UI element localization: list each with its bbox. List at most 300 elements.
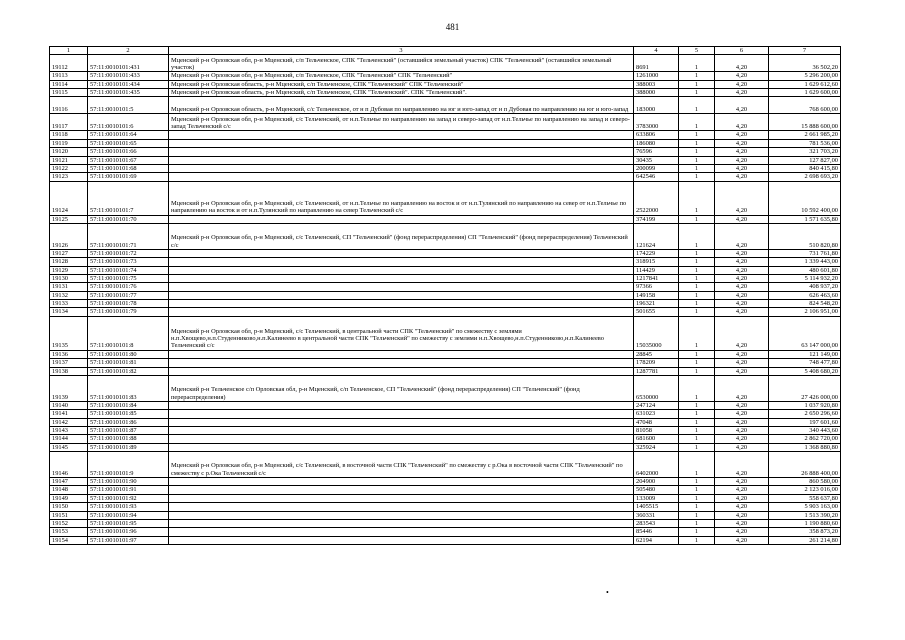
location-description — [169, 308, 634, 316]
cadastral-number: 57:11:0010101:93 — [88, 503, 169, 511]
table-row — [50, 300, 841, 308]
table-row — [50, 528, 841, 536]
cadastral-number: 57:11:0010101:6 — [88, 114, 169, 131]
row-number: 19147 — [50, 478, 88, 486]
table-row — [50, 258, 841, 266]
rate-value: 4,20 — [715, 55, 769, 72]
rate-value: 4,20 — [715, 452, 769, 478]
area-value: 30435 — [634, 156, 679, 164]
cadastral-number: 57:11:0010101:84 — [88, 401, 169, 409]
cadastral-number: 57:11:0010101:94 — [88, 511, 169, 519]
rate-value: 4,20 — [715, 223, 769, 249]
rate-value: 4,20 — [715, 249, 769, 257]
cadastral-value: 1 629 600,00 — [769, 89, 841, 97]
cadastral-number: 57:11:0010101:431 — [88, 55, 169, 72]
rate-value: 4,20 — [715, 350, 769, 358]
location-description — [169, 478, 634, 486]
cadastral-value: 127 827,00 — [769, 156, 841, 164]
area-value: 505480 — [634, 486, 679, 494]
cadastral-value: 1 339 443,00 — [769, 258, 841, 266]
cadastral-value: 2 650 296,60 — [769, 410, 841, 418]
cadastral-number: 57:11:0010101:75 — [88, 275, 169, 283]
table-row — [50, 275, 841, 283]
location-description — [169, 536, 634, 544]
header-col-1: 1 — [50, 47, 88, 55]
table-row — [50, 435, 841, 443]
row-number: 19117 — [50, 114, 88, 131]
cadastral-value: 1 190 880,60 — [769, 519, 841, 527]
cadastral-number: 57:11:0010101:76 — [88, 283, 169, 291]
area-value: 325924 — [634, 443, 679, 451]
row-number: 19153 — [50, 528, 88, 536]
row-number: 19123 — [50, 173, 88, 181]
coefficient: 1 — [679, 275, 715, 283]
cadastral-value: 510 820,80 — [769, 223, 841, 249]
location-description — [169, 443, 634, 451]
cadastral-value: 2 698 693,20 — [769, 173, 841, 181]
rate-value: 4,20 — [715, 156, 769, 164]
coefficient: 1 — [679, 173, 715, 181]
rate-value: 4,20 — [715, 275, 769, 283]
location-description: Мценский р-н Орловская обл, р-н Мценский, с/с Тельченский, в восточной части СПК "Тельченский" по смежеству с р.Ока в восточной части СПК "Тельченский" по смежеству с р.Ока Тельченский с/с — [169, 452, 634, 478]
row-number: 19137 — [50, 359, 88, 367]
coefficient: 1 — [679, 80, 715, 88]
location-description — [169, 519, 634, 527]
row-number: 19134 — [50, 308, 88, 316]
row-number: 19148 — [50, 486, 88, 494]
cadastral-number: 57:11:0010101:85 — [88, 410, 169, 418]
coefficient: 1 — [679, 181, 715, 215]
table-row — [50, 283, 841, 291]
coefficient: 1 — [679, 410, 715, 418]
row-number: 19130 — [50, 275, 88, 283]
area-value: 318915 — [634, 258, 679, 266]
cadastral-number: 57:11:0010101:88 — [88, 435, 169, 443]
coefficient: 1 — [679, 375, 715, 401]
row-number: 19121 — [50, 156, 88, 164]
location-description — [169, 511, 634, 519]
location-description — [169, 156, 634, 164]
coefficient: 1 — [679, 131, 715, 139]
cadastral-value: 1 513 390,20 — [769, 511, 841, 519]
coefficient: 1 — [679, 89, 715, 97]
area-value: 149158 — [634, 291, 679, 299]
row-number: 19115 — [50, 89, 88, 97]
location-description: Мценский р-н Тельченское с/п Орловская обл, р-н Мценский, с/п Тельченское, СП "Тельченский" (фонд перераспределения) СП "Тельченский" (фонд перераспределения) — [169, 375, 634, 401]
area-value: 200099 — [634, 164, 679, 172]
coefficient: 1 — [679, 55, 715, 72]
page-number: 481 — [445, 22, 460, 32]
cadastral-value: 121 149,00 — [769, 350, 841, 358]
coefficient: 1 — [679, 426, 715, 434]
cadastral-value: 5 903 163,00 — [769, 503, 841, 511]
area-value: 174229 — [634, 249, 679, 257]
coefficient: 1 — [679, 478, 715, 486]
area-value: 1217841 — [634, 275, 679, 283]
cadastral-value: 626 463,60 — [769, 291, 841, 299]
area-value: 81058 — [634, 426, 679, 434]
row-number: 19114 — [50, 80, 88, 88]
rate-value: 4,20 — [715, 519, 769, 527]
coefficient: 1 — [679, 291, 715, 299]
row-number: 19135 — [50, 316, 88, 350]
location-description — [169, 215, 634, 223]
rate-value: 4,20 — [715, 164, 769, 172]
coefficient: 1 — [679, 519, 715, 527]
row-number: 19112 — [50, 55, 88, 72]
cadastral-value: 5 114 932,20 — [769, 275, 841, 283]
row-number: 19154 — [50, 536, 88, 544]
location-description — [169, 148, 634, 156]
cadastral-number: 57:11:0010101:92 — [88, 494, 169, 502]
table-row — [50, 316, 841, 350]
table-row — [50, 55, 841, 72]
rate-value: 4,20 — [715, 215, 769, 223]
cadastral-value: 2 106 951,00 — [769, 308, 841, 316]
coefficient: 1 — [679, 511, 715, 519]
cadastral-number: 57:11:0010101:89 — [88, 443, 169, 451]
location-description: Мценский р-н Орловская обл, р-н Мценский, с/п Тельченское, СПК "Тельченский" (оставшийся земельный участок) СПК "Тельченский" (оставшийся земельный участок) — [169, 55, 634, 72]
area-value: 1261000 — [634, 72, 679, 80]
row-number: 19144 — [50, 435, 88, 443]
area-value: 186080 — [634, 139, 679, 147]
rate-value: 4,20 — [715, 89, 769, 97]
area-value: 62194 — [634, 536, 679, 544]
table-row — [50, 173, 841, 181]
coefficient: 1 — [679, 300, 715, 308]
area-value: 178209 — [634, 359, 679, 367]
location-description: Мценский р-н Орловская обл, р-н Мценский, с/с Тельченский, от н.п.Тельчье по направлению на восток и от н.п.Тулянский по направлению на север от н.п.Тельчье по направлению на восток и от н.п.Тулянский по направлению на север Тельченский с/с — [169, 181, 634, 215]
cadastral-number: 57:11:0010101:72 — [88, 249, 169, 257]
row-number: 19129 — [50, 266, 88, 274]
coefficient: 1 — [679, 283, 715, 291]
table-row — [50, 72, 841, 80]
row-number: 19116 — [50, 97, 88, 114]
cadastral-number: 57:11:0010101:66 — [88, 148, 169, 156]
table-row — [50, 181, 841, 215]
coefficient: 1 — [679, 114, 715, 131]
table-row — [50, 536, 841, 544]
area-value: 681600 — [634, 435, 679, 443]
cadastral-number: 57:11:0010101:434 — [88, 80, 169, 88]
row-number: 19131 — [50, 283, 88, 291]
cadastral-number: 57:11:0010101:68 — [88, 164, 169, 172]
row-number: 19132 — [50, 291, 88, 299]
cadastral-number: 57:11:0010101:9 — [88, 452, 169, 478]
cadastral-value: 261 214,80 — [769, 536, 841, 544]
coefficient: 1 — [679, 258, 715, 266]
rate-value: 4,20 — [715, 426, 769, 434]
cadastral-value: 10 592 400,00 — [769, 181, 841, 215]
table-row — [50, 410, 841, 418]
location-description — [169, 300, 634, 308]
area-value: 3783000 — [634, 114, 679, 131]
row-number: 19151 — [50, 511, 88, 519]
table-row — [50, 511, 841, 519]
cadastral-value: 824 548,20 — [769, 300, 841, 308]
row-number: 19124 — [50, 181, 88, 215]
cadastral-number: 57:11:0010101:80 — [88, 350, 169, 358]
cadastral-value: 1 629 612,60 — [769, 80, 841, 88]
cadastral-number: 57:11:0010101:96 — [88, 528, 169, 536]
area-value: 76596 — [634, 148, 679, 156]
table-row — [50, 266, 841, 274]
row-number: 19145 — [50, 443, 88, 451]
table-row — [50, 418, 841, 426]
cadastral-number: 57:11:0010101:97 — [88, 536, 169, 544]
cadastral-value: 5 296 200,00 — [769, 72, 841, 80]
header-col-7: 7 — [769, 47, 841, 55]
location-description: Мценский р-н Орловская область, р-н Мценский, с/п Тельченское, СПК "Тельченский" СПК "Тельченский" — [169, 80, 634, 88]
location-description: Мценский р-н Орловская обл, р-н Мценский, с/с Тельченский, СП "Тельченский" (фонд перераспределения) СП "Тельченский" (фонд перераспределения) Тельченский с/с — [169, 223, 634, 249]
table-row — [50, 223, 841, 249]
coefficient: 1 — [679, 418, 715, 426]
location-description — [169, 494, 634, 502]
cadastral-value: 197 601,60 — [769, 418, 841, 426]
cadastral-number: 57:11:0010101:79 — [88, 308, 169, 316]
table-row — [50, 80, 841, 88]
table-body — [50, 55, 841, 545]
row-number: 19140 — [50, 401, 88, 409]
table-row — [50, 401, 841, 409]
table-row — [50, 426, 841, 434]
rate-value: 4,20 — [715, 181, 769, 215]
area-value: 121624 — [634, 223, 679, 249]
area-value: 388003 — [634, 80, 679, 88]
area-value: 2522000 — [634, 181, 679, 215]
cadastral-value: 36 502,20 — [769, 55, 841, 72]
row-number: 19136 — [50, 350, 88, 358]
header-col-2: 2 — [88, 47, 169, 55]
cadastral-value: 408 937,20 — [769, 283, 841, 291]
location-description — [169, 367, 634, 375]
cadastral-value: 27 426 000,00 — [769, 375, 841, 401]
rate-value: 4,20 — [715, 536, 769, 544]
row-number: 19113 — [50, 72, 88, 80]
location-description — [169, 139, 634, 147]
coefficient: 1 — [679, 266, 715, 274]
location-description — [169, 164, 634, 172]
location-description — [169, 275, 634, 283]
area-value: 360331 — [634, 511, 679, 519]
table-row — [50, 478, 841, 486]
rate-value: 4,20 — [715, 486, 769, 494]
cadastral-value: 840 415,80 — [769, 164, 841, 172]
table-row — [50, 367, 841, 375]
cadastral-number: 57:11:0010101:435 — [88, 89, 169, 97]
header-col-3: 3 — [169, 47, 634, 55]
location-description — [169, 359, 634, 367]
row-number: 19125 — [50, 215, 88, 223]
location-description — [169, 426, 634, 434]
coefficient: 1 — [679, 72, 715, 80]
rate-value: 4,20 — [715, 131, 769, 139]
coefficient: 1 — [679, 164, 715, 172]
table-header-row — [50, 47, 841, 55]
area-value: 6402000 — [634, 452, 679, 478]
row-number: 19127 — [50, 249, 88, 257]
cadastral-number: 57:11:0010101:74 — [88, 266, 169, 274]
coefficient: 1 — [679, 486, 715, 494]
rate-value: 4,20 — [715, 266, 769, 274]
rate-value: 4,20 — [715, 291, 769, 299]
table-row — [50, 503, 841, 511]
area-value: 1287781 — [634, 367, 679, 375]
area-value: 15035000 — [634, 316, 679, 350]
location-description — [169, 418, 634, 426]
cadastral-value: 321 703,20 — [769, 148, 841, 156]
area-value: 114429 — [634, 266, 679, 274]
coefficient: 1 — [679, 249, 715, 257]
rate-value: 4,20 — [715, 72, 769, 80]
header-col-5: 5 — [679, 47, 715, 55]
cadastral-number: 57:11:0010101:73 — [88, 258, 169, 266]
coefficient: 1 — [679, 401, 715, 409]
area-value: 374199 — [634, 215, 679, 223]
table-row — [50, 452, 841, 478]
coefficient: 1 — [679, 350, 715, 358]
row-number: 19141 — [50, 410, 88, 418]
rate-value: 4,20 — [715, 359, 769, 367]
coefficient: 1 — [679, 359, 715, 367]
table-row — [50, 359, 841, 367]
location-description — [169, 291, 634, 299]
coefficient: 1 — [679, 156, 715, 164]
area-value: 8691 — [634, 55, 679, 72]
rate-value: 4,20 — [715, 148, 769, 156]
cadastral-number: 57:11:0010101:95 — [88, 519, 169, 527]
table-row — [50, 97, 841, 114]
rate-value: 4,20 — [715, 401, 769, 409]
cadastral-number: 57:11:0010101:87 — [88, 426, 169, 434]
area-value: 133009 — [634, 494, 679, 502]
rate-value: 4,20 — [715, 80, 769, 88]
cadastral-value: 2 661 985,20 — [769, 131, 841, 139]
table-row — [50, 156, 841, 164]
rate-value: 4,20 — [715, 375, 769, 401]
rate-value: 4,20 — [715, 308, 769, 316]
table-row — [50, 215, 841, 223]
rate-value: 4,20 — [715, 503, 769, 511]
row-number: 19120 — [50, 148, 88, 156]
table-row — [50, 308, 841, 316]
rate-value: 4,20 — [715, 283, 769, 291]
coefficient: 1 — [679, 97, 715, 114]
cadastral-value: 860 580,00 — [769, 478, 841, 486]
location-description — [169, 249, 634, 257]
cadastral-value: 748 477,80 — [769, 359, 841, 367]
area-value: 631023 — [634, 410, 679, 418]
row-number: 19143 — [50, 426, 88, 434]
cadastral-number: 57:11:0010101:67 — [88, 156, 169, 164]
table-row — [50, 148, 841, 156]
cadastral-value: 2 123 016,00 — [769, 486, 841, 494]
cadastral-value: 480 601,80 — [769, 266, 841, 274]
area-value: 633806 — [634, 131, 679, 139]
location-description — [169, 435, 634, 443]
rate-value: 4,20 — [715, 528, 769, 536]
cadastral-number: 57:11:0010101:91 — [88, 486, 169, 494]
rate-value: 4,20 — [715, 435, 769, 443]
cadastral-number: 57:11:0010101:70 — [88, 215, 169, 223]
row-number: 19133 — [50, 300, 88, 308]
cadastral-number: 57:11:0010101:78 — [88, 300, 169, 308]
area-value: 388000 — [634, 89, 679, 97]
location-description: Мценский р-н Орловская обл, р-н Мценский, с/с Тельченский, в центральной части СПК "Тельченский" по смежеству с землями н.п.Хвощево,н.п.Студенниково,н.п.Калинеево в центральной части СПК "Тельченский" по смежеству с землями н.п.Хвощево,н.п.Студенниково,н.п.Калинеево Тельченский с/с — [169, 316, 634, 350]
rate-value: 4,20 — [715, 258, 769, 266]
row-number: 19146 — [50, 452, 88, 478]
coefficient: 1 — [679, 443, 715, 451]
coefficient: 1 — [679, 139, 715, 147]
cadastral-number: 57:11:0010101:86 — [88, 418, 169, 426]
rate-value: 4,20 — [715, 443, 769, 451]
location-description: Мценский р-н Орловская область, р-н Мценский, с/с Тельченское, от н п Дубовая по направлению на юг и юго-запад от н п Дубовая по направлению на юг и юго-запад — [169, 97, 634, 114]
cadastral-value: 63 147 000,00 — [769, 316, 841, 350]
coefficient: 1 — [679, 435, 715, 443]
cadastral-number: 57:11:0010101:5 — [88, 97, 169, 114]
cadastral-value: 5 408 680,20 — [769, 367, 841, 375]
table-row — [50, 486, 841, 494]
rate-value: 4,20 — [715, 114, 769, 131]
area-value: 183000 — [634, 97, 679, 114]
table-row — [50, 131, 841, 139]
rate-value: 4,20 — [715, 139, 769, 147]
table-row — [50, 291, 841, 299]
area-value: 642546 — [634, 173, 679, 181]
table-row — [50, 350, 841, 358]
coefficient: 1 — [679, 452, 715, 478]
location-description — [169, 258, 634, 266]
row-number: 19142 — [50, 418, 88, 426]
cadastral-number: 57:11:0010101:81 — [88, 359, 169, 367]
coefficient: 1 — [679, 528, 715, 536]
row-number: 19118 — [50, 131, 88, 139]
table-row — [50, 249, 841, 257]
cadastral-number: 57:11:0010101:77 — [88, 291, 169, 299]
rate-value: 4,20 — [715, 478, 769, 486]
row-number: 19122 — [50, 164, 88, 172]
table-row — [50, 114, 841, 131]
cadastral-value: 340 443,60 — [769, 426, 841, 434]
coefficient: 1 — [679, 503, 715, 511]
coefficient: 1 — [679, 494, 715, 502]
rate-value: 4,20 — [715, 97, 769, 114]
rate-value: 4,20 — [715, 367, 769, 375]
row-number: 19119 — [50, 139, 88, 147]
row-number: 19152 — [50, 519, 88, 527]
cadastral-value: 558 637,80 — [769, 494, 841, 502]
location-description — [169, 410, 634, 418]
cadastral-number: 57:11:0010101:8 — [88, 316, 169, 350]
area-value: 47048 — [634, 418, 679, 426]
location-description — [169, 528, 634, 536]
coefficient: 1 — [679, 367, 715, 375]
cadastral-number: 57:11:0010101:7 — [88, 181, 169, 215]
table-row — [50, 494, 841, 502]
table-row — [50, 375, 841, 401]
coefficient: 1 — [679, 223, 715, 249]
coefficient: 1 — [679, 215, 715, 223]
area-value: 1405515 — [634, 503, 679, 511]
location-description — [169, 486, 634, 494]
row-number: 19138 — [50, 367, 88, 375]
rate-value: 4,20 — [715, 300, 769, 308]
area-value: 501655 — [634, 308, 679, 316]
location-description — [169, 266, 634, 274]
location-description: Мценский р-н Орловская область, р-н Мценский, с/п Тельченское, СПК "Тельченский". СПК "Тельченский". — [169, 89, 634, 97]
cadastral-value: 26 888 400,00 — [769, 452, 841, 478]
row-number: 19150 — [50, 503, 88, 511]
